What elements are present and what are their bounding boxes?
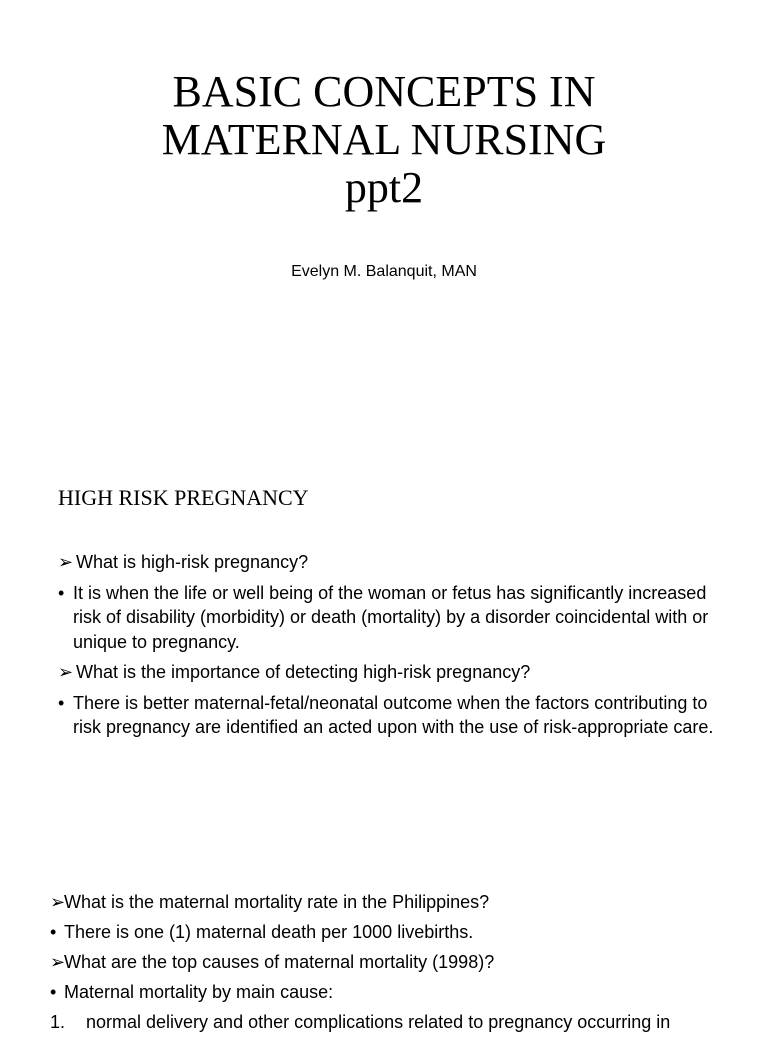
list-item	[50, 950, 740, 974]
title-slide	[0, 0, 768, 430]
high-risk-pregnancy-slide	[0, 450, 768, 850]
slide-title: HIGH RISK PREGNANCY	[58, 485, 309, 510]
arrow-bullet-icon: ➢	[58, 662, 74, 682]
list-item	[50, 980, 740, 1004]
list-item	[58, 660, 728, 685]
list-item	[50, 920, 740, 944]
list-item-text: There is one (1) maternal death per 1000 livebirths.	[64, 922, 474, 942]
presentation-title	[0, 68, 768, 212]
list-item-text: What is high-risk pregnancy?	[76, 552, 309, 572]
list-number: 1.	[50, 1012, 66, 1032]
bullet-icon: •	[50, 922, 57, 942]
title-line-1: BASIC CONCEPTS IN	[172, 67, 596, 116]
list-item	[58, 581, 728, 655]
list-item-text: What are the top causes of maternal mortality (1998)?	[64, 952, 495, 972]
list-item	[50, 890, 740, 914]
bullet-icon: •	[50, 982, 57, 1002]
list-item-text: It is when the life or well being of the woman or fetus has significantly increased risk of disability (morbidity) or death (mortality) by a disorder coincidental with or unique to pregnancy.	[73, 582, 709, 652]
title-line-2: MATERNAL NURSING	[161, 115, 607, 164]
bullet-icon: •	[58, 582, 65, 603]
list-item-text: normal delivery and other complications related to pregnancy occurring in	[86, 1012, 671, 1032]
list-item	[58, 691, 728, 740]
author-name: Evelyn M. Balanquit, MAN	[291, 263, 477, 280]
maternal-mortality-slide	[0, 870, 768, 1032]
list-item-text: Maternal mortality by main cause:	[64, 982, 334, 1002]
list-item	[58, 550, 728, 575]
bullet-icon: •	[58, 692, 65, 713]
arrow-bullet-icon: ➢	[58, 552, 74, 572]
list-item-text: What is the maternal mortality rate in the Philippines?	[64, 892, 490, 912]
list-item-text: There is better maternal-fetal/neonatal outcome when the factors contributing to risk pregnancy are identified an acted upon with the use of risk-appropriate care.	[73, 692, 714, 737]
bullet-list	[50, 890, 740, 1040]
bullet-list	[58, 550, 728, 746]
arrow-bullet-icon: ➢	[50, 892, 66, 912]
list-item-text: What is the importance of detecting high-risk pregnancy?	[76, 662, 531, 682]
title-line-3: ppt2	[344, 163, 424, 212]
arrow-bullet-icon: ➢	[50, 952, 66, 972]
list-item	[50, 1010, 740, 1034]
